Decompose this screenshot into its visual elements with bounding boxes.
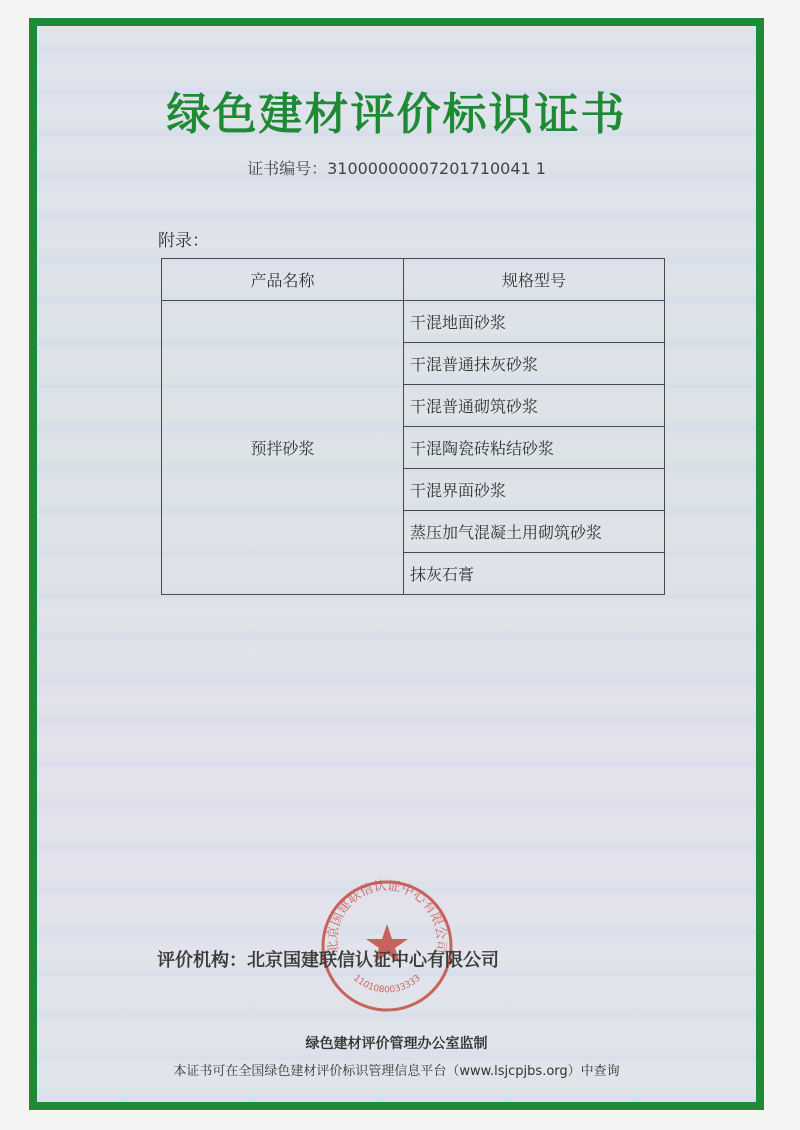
table-header-row [162, 259, 665, 301]
header-product-name: 产品名称 [162, 259, 404, 301]
seal-code: 1101080033333 [351, 973, 423, 996]
model-cell: 干混界面砂浆 [404, 469, 665, 511]
model-cell: 抹灰石膏 [404, 553, 665, 595]
issuer-name: 北京国建联信认证中心有限公司 [247, 950, 499, 971]
supervise-line: 绿色建材评价管理办公室监制 [305, 1036, 488, 1052]
certificate-sheet [29, 18, 764, 1110]
seal-text: 北京国建联信认证中心有限公司 [325, 878, 449, 955]
issuer-label: 评价机构： [157, 950, 247, 971]
model-cell: 干混普通抹灰砂浆 [404, 343, 665, 385]
certificate-number-line [37, 156, 756, 179]
certificate-number-label: 证书编号： [247, 159, 328, 178]
model-cell: 干混陶瓷砖粘结砂浆 [404, 427, 665, 469]
table-row [162, 301, 665, 343]
model-cell: 蒸压加气混凝土用砌筑砂浆 [404, 511, 665, 553]
issuer-line [157, 946, 499, 972]
model-cell: 干混地面砂浆 [404, 301, 665, 343]
query-line: 本证书可在全国绿色建材评价标识管理信息平台（www.lsjcpjbs.org）中查询 [173, 1064, 620, 1079]
product-spec-table [161, 258, 665, 595]
model-cell: 干混普通砌筑砂浆 [404, 385, 665, 427]
appendix-label: 附录： [158, 231, 209, 251]
header-model: 规格型号 [404, 259, 665, 301]
product-name-cell: 预拌砂浆 [162, 301, 404, 595]
certificate-title: 绿色建材评价标识证书 [166, 89, 627, 140]
certificate-number: 31000000007201710041 1 [327, 159, 546, 178]
